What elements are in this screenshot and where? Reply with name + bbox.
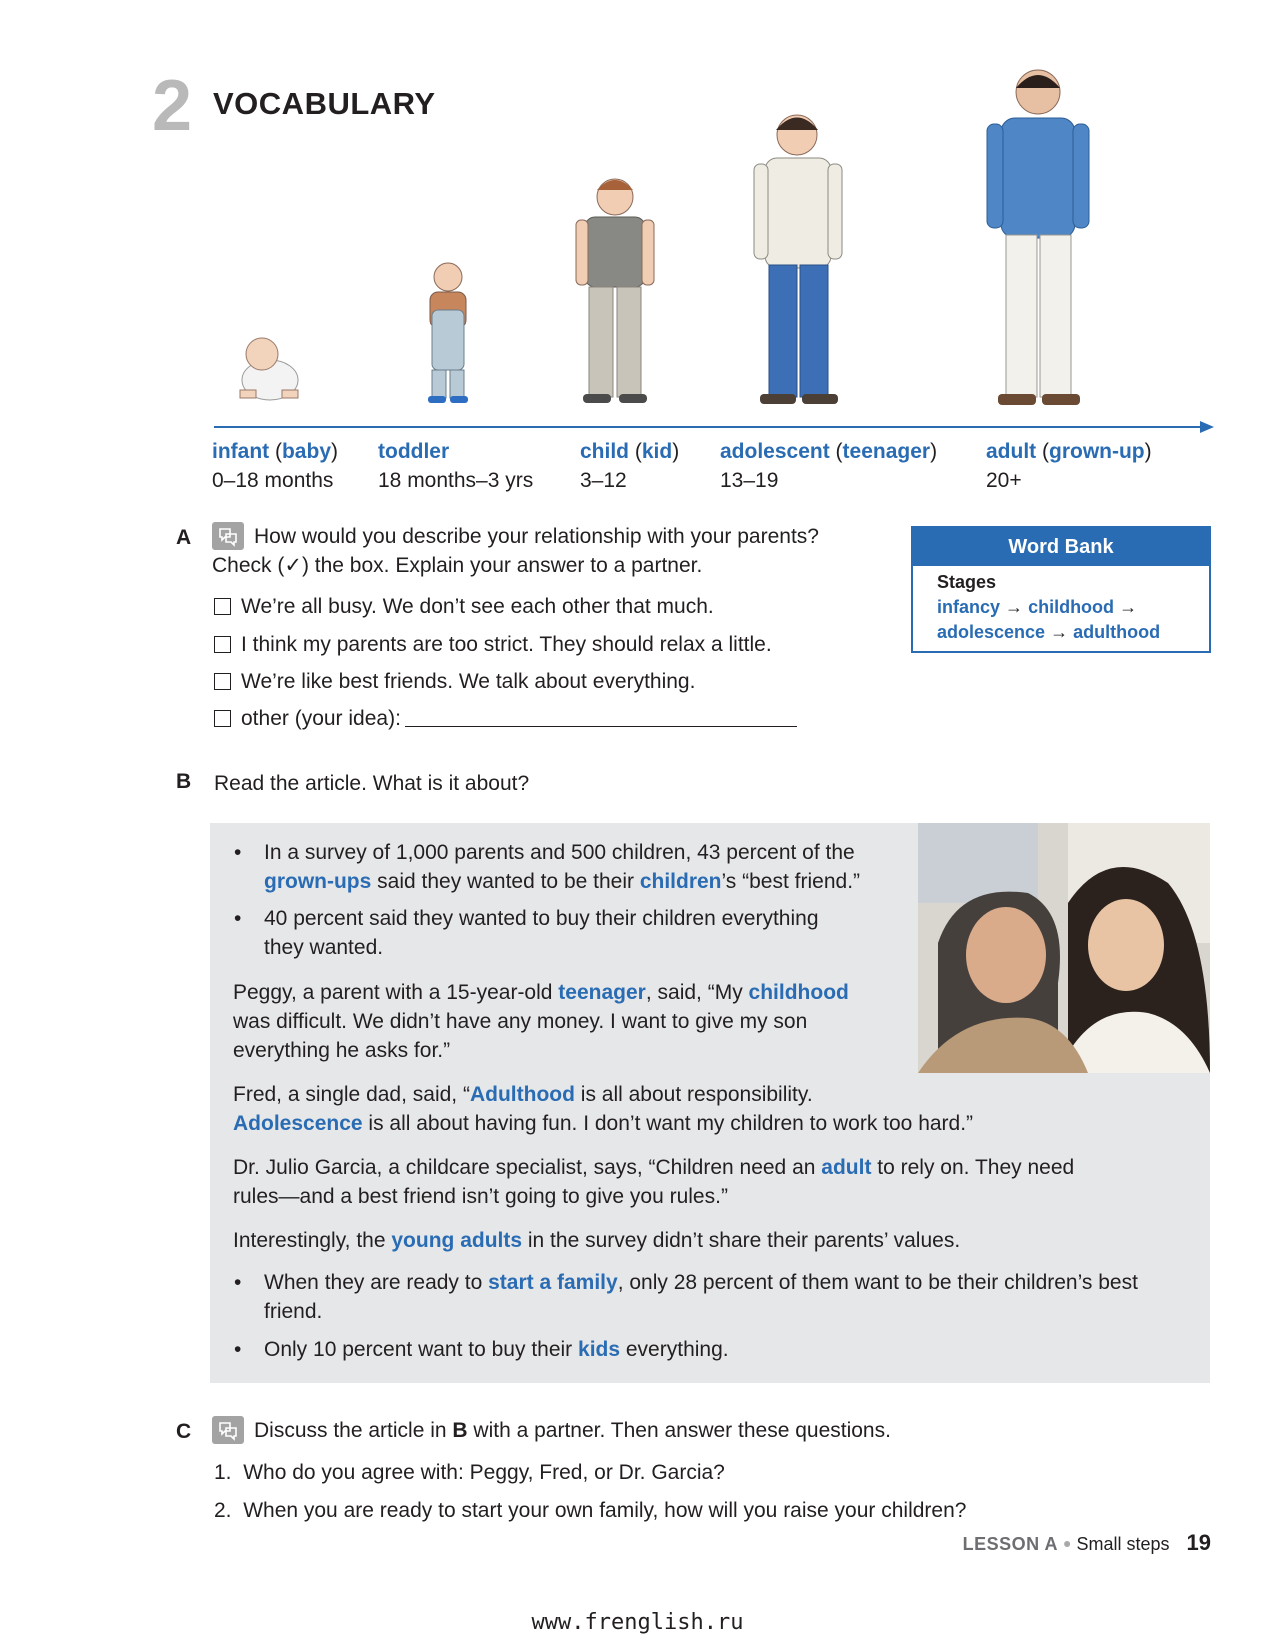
option-2-label: I think my parents are too strict. They should relax a little. — [241, 633, 772, 656]
page-number: 19 — [1186, 1530, 1211, 1555]
section-letter-a: A — [176, 526, 192, 549]
watermark-url: www.frenglish.ru — [531, 1610, 744, 1635]
section-number: 2 — [152, 66, 191, 146]
section-a-prompt-line1: How would you describe your relationship with your parents? — [254, 525, 819, 548]
option-3-label: We’re like best friends. We talk about everything. — [241, 670, 696, 693]
section-title: VOCABULARY — [213, 86, 436, 121]
stage-infant: infant (baby) 0–18 months — [212, 440, 338, 492]
checkbox-4[interactable] — [214, 710, 231, 727]
option-3 — [214, 668, 695, 696]
adult-figure — [987, 70, 1089, 405]
article-peggy: Peggy, a parent with a 15-year-old teenager, said, “My childhood was difficult. We didn’t have any money. I want to give my son everything he asks for.” — [233, 981, 849, 1062]
question-1: 1. Who do you agree with: Peggy, Fred, or Dr. Garcia? — [214, 1461, 725, 1484]
option-4 — [214, 705, 797, 733]
stage-adult: adult (grown-up) 20+ — [986, 440, 1152, 492]
stage-adolescent: adolescent (teenager) 13–19 — [720, 440, 938, 492]
footer-title: Small steps — [1076, 1534, 1170, 1554]
article-fred: Fred, a single dad, said, “Adulthood is all about responsibility. Adolescence is all about having fun. I don’t want my children to work too hard.” — [233, 1083, 974, 1135]
section-a-prompt-line2: Check (✓) the box. Explain your answer to a partner. — [212, 554, 703, 577]
article-bullet-4: • Only 10 percent want to buy their kids everything. — [234, 1338, 729, 1361]
checkbox-3[interactable] — [214, 673, 231, 690]
article-bullet-1: • In a survey of 1,000 parents and 500 children, 43 percent of the grown-ups said they wanted to be their children’s “best friend.” — [234, 841, 861, 893]
answer-line[interactable] — [405, 706, 797, 727]
word-bank-title: Word Bank — [913, 528, 1209, 566]
option-1-label: We’re all busy. We don’t see each other that much. — [241, 595, 714, 618]
adolescent-figure — [754, 115, 842, 404]
section-b-prompt: Read the article. What is it about? — [214, 772, 530, 795]
article-bullet-2: • 40 percent said they wanted to buy their children everything they wanted. — [234, 907, 819, 959]
option-4-label: other (your idea): — [241, 707, 401, 730]
word-bank — [911, 526, 1211, 653]
life-stages-illustration — [200, 60, 1220, 430]
option-1 — [214, 593, 714, 621]
stage-toddler: toddler 18 months–3 yrs — [378, 440, 534, 492]
toddler-figure — [428, 263, 468, 403]
footer-separator: ● — [1062, 1535, 1072, 1551]
infant-figure — [240, 338, 298, 400]
word-bank-line-2: adolescence → adulthood — [937, 622, 1161, 642]
checkbox-2[interactable] — [214, 636, 231, 653]
section-letter-c: C — [176, 1420, 192, 1443]
article-garcia: Dr. Julio Garcia, a childcare specialist, says, “Children need an adult to rely on. They need rules—and a best friend isn’t going to give you rules.” — [233, 1156, 1075, 1208]
article-bullet-3: • When they are ready to start a family, only 28 percent of them want to be their children’s best friend. — [234, 1271, 1138, 1323]
question-2: 2. When you are ready to start your own family, how will you raise your children? — [214, 1499, 967, 1522]
option-2 — [214, 631, 772, 659]
pair-work-icon — [212, 1416, 244, 1444]
section-letter-b: B — [176, 770, 192, 793]
page-footer — [963, 1530, 1211, 1556]
footer-lesson: LESSON A — [962, 1534, 1058, 1554]
child-figure — [576, 179, 654, 403]
word-bank-label: Stages — [937, 572, 997, 592]
stage-child: child (kid) 3–12 — [580, 440, 680, 492]
section-c-prompt: Discuss the article in B with a partner. Then answer these questions. — [254, 1419, 891, 1442]
word-bank-line-1: infancy → childhood → — [937, 597, 1138, 617]
article-interestingly: Interestingly, the young adults in the survey didn’t share their parents’ values. — [233, 1229, 961, 1252]
pair-work-icon — [212, 522, 244, 550]
mother-daughter-photo — [918, 823, 1210, 1073]
timeline-arrow — [214, 419, 1214, 435]
checkbox-1[interactable] — [214, 598, 231, 615]
